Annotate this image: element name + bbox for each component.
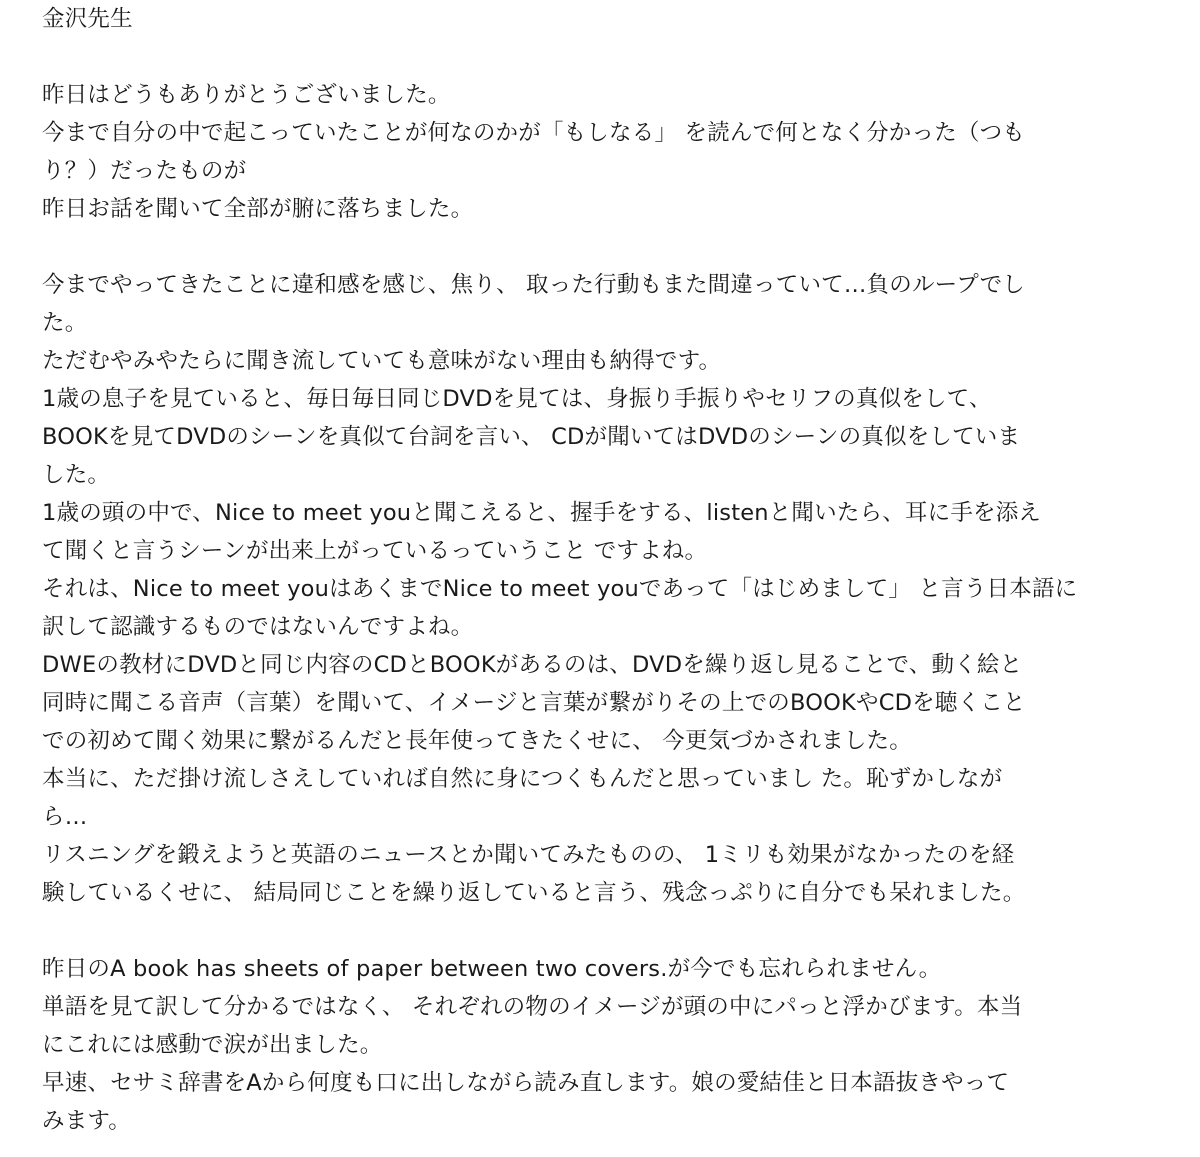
- salutation: 金沢先生: [42, 6, 133, 32]
- letter-body: [42, 0, 1172, 1140]
- letter-lines: [42, 38, 1172, 1140]
- text-line: リスニングを鍛えようと英語のニュースとか聞いてみたものの、 1ミリも効果がなかったのを経: [42, 842, 1015, 868]
- text-line: 1歳の頭の中で、Nice to meet youと聞こえると、握手をする、listenと聞いたら、耳に手を添え: [42, 500, 1042, 526]
- text-line: 昨日のA book has sheets of paper between two covers.が今でも忘れられません。: [42, 956, 942, 982]
- text-line: た。: [42, 310, 88, 336]
- text-line: 1歳の息子を見ていると、毎日毎日同じDVDを見ては、身振り手振りやセリフの真似をして、: [42, 386, 992, 412]
- text-line: 単語を見て訳して分かるではなく、 それぞれの物のイメージが頭の中にパっと浮かびます。本当: [42, 994, 1023, 1020]
- text-line: り？）だったものが: [42, 158, 247, 184]
- text-line: それは、Nice to meet youはあくまでNice to meet youであって「はじめまして」 と言う日本語に: [42, 576, 1078, 602]
- text-line: した。: [42, 462, 111, 488]
- text-line: みます。: [42, 1108, 132, 1134]
- text-line: ら…: [42, 804, 88, 830]
- blank-line: [42, 228, 1172, 266]
- text-line: BOOKを見てDVDのシーンを真似て台詞を言い、 CDが聞いてはDVDのシーンの真似をしていま: [42, 424, 1021, 450]
- text-line: 訳して認識するものではないんですよね。: [42, 614, 474, 640]
- text-line: 同時に聞こる音声（言葉）を聞いて、イメージと言葉が繋がりその上でのBOOKやCDを聴くこと: [42, 690, 1026, 716]
- text-line: 験しているくせに、 結局同じことを繰り返していると言う、残念っぷりに自分でも呆れました。: [42, 880, 1026, 906]
- text-line: 本当に、ただ掛け流しさえしていれば自然に身につくもんだと思っていまし た。恥ずかしなが: [42, 766, 1003, 792]
- text-line: 今まで自分の中で起こっていたことが何なのかが「もしなる」 を読んで何となく分かった（つも: [42, 120, 1026, 146]
- text-line: にこれには感動で涙が出ました。: [42, 1032, 383, 1058]
- text-line: 昨日はどうもありがとうございました。: [42, 82, 451, 108]
- blank-line: [42, 38, 1172, 76]
- blank-line: [42, 912, 1172, 950]
- text-line: 早速、セサミ辞書をAから何度も口に出しながら読み直します。娘の愛結佳と日本語抜きやって: [42, 1070, 1010, 1096]
- text-line: での初めて聞く効果に繋がるんだと長年使ってきたくせに、 今更気づかされました。: [42, 728, 912, 754]
- text-line: ただむやみやたらに聞き流していても意味がない理由も納得です。: [42, 348, 722, 374]
- text-line: DWEの教材にDVDと同じ内容のCDとBOOKがあるのは、DVDを繰り返し見ることで、動く絵と: [42, 652, 1023, 678]
- text-line: 昨日お話を聞いて全部が腑に落ちました。: [42, 196, 474, 222]
- text-line: 今までやってきたことに違和感を感じ、焦り、 取った行動もまた間違っていて…負のループでし: [42, 272, 1026, 298]
- text-line: て聞くと言うシーンが出来上がっているっていうこと ですよね。: [42, 538, 708, 564]
